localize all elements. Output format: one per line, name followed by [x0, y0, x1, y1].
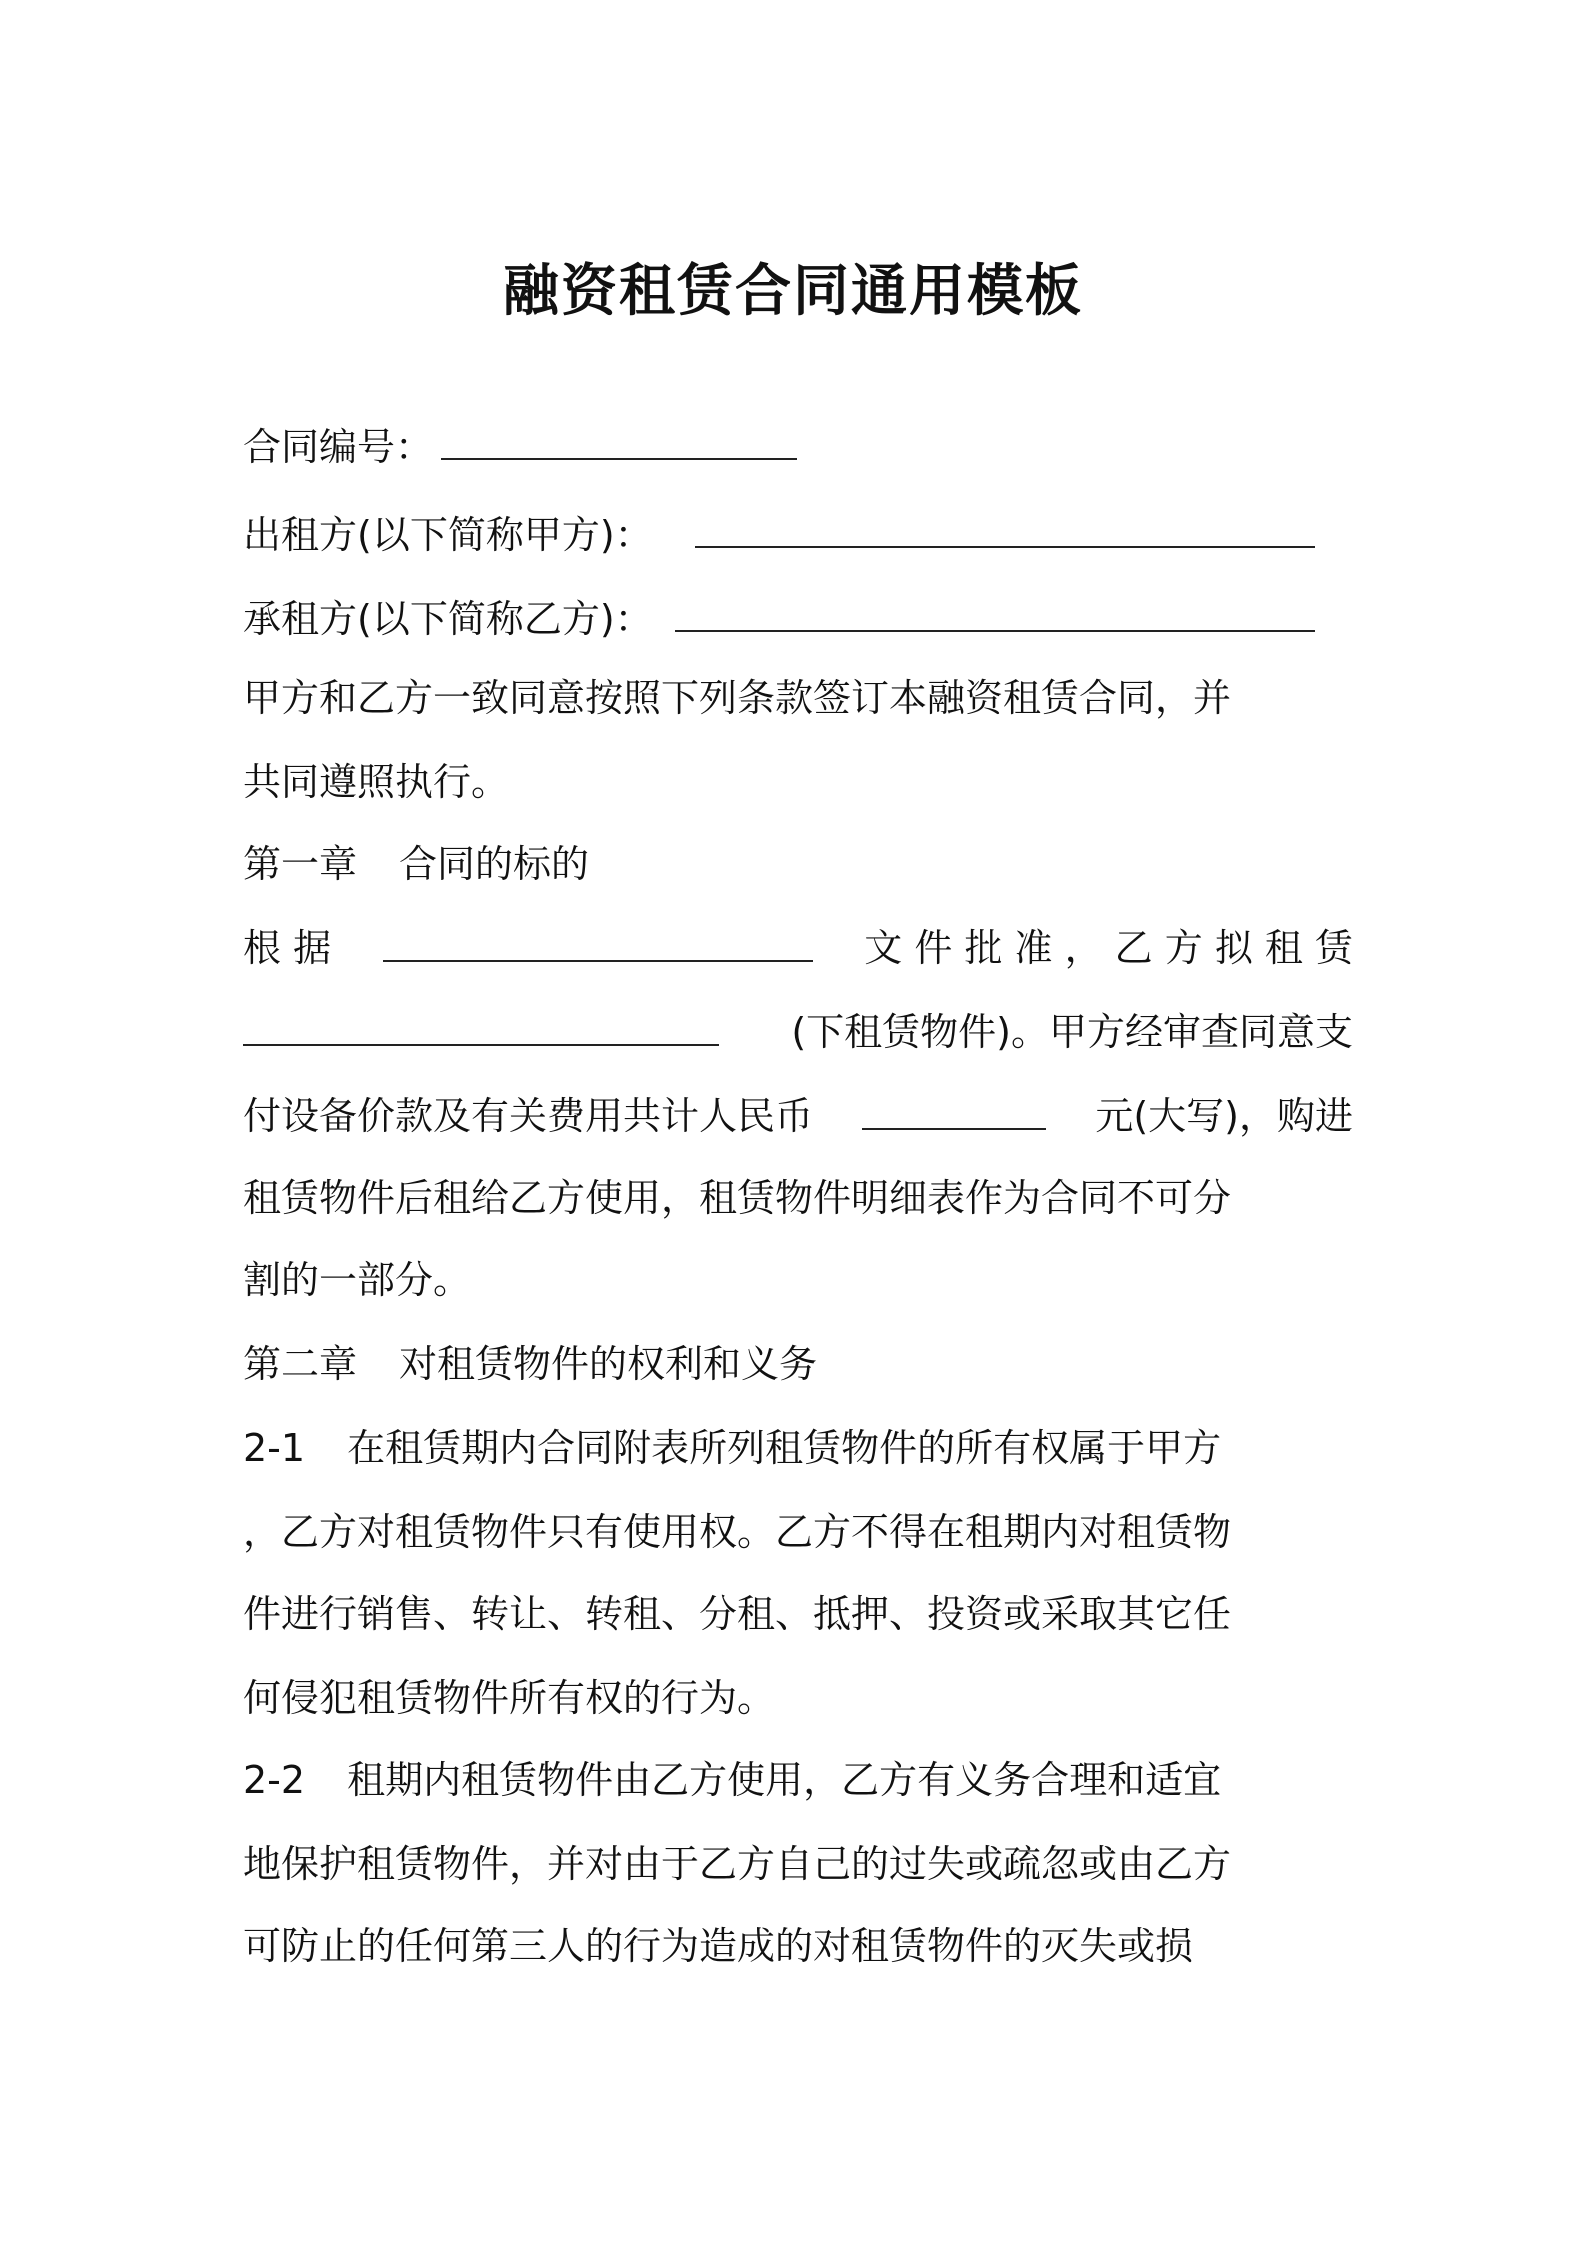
ch1-line-1 [243, 920, 1353, 976]
amount-blank[interactable] [862, 1088, 1046, 1130]
lessor-label: 出租方(以下简称甲方)： [243, 513, 653, 557]
ch1-text-3a: 付设备价款及有关费用共计人民币 [243, 1094, 814, 1138]
leased-item-blank[interactable] [243, 1004, 719, 1046]
ch1-line-4 [243, 1170, 1353, 1226]
clause-2-1-text-1: 在租赁期内合同附表所列租赁物件的所有权属于甲方 [347, 1426, 1222, 1470]
chapter-2-heading [243, 1336, 1353, 1392]
lessee-blank[interactable] [675, 590, 1315, 632]
clause-2-2-line-2 [243, 1836, 1353, 1892]
intro-line-2 [243, 754, 1353, 810]
ch1-text-1b: 文 件 批 准 ， 乙 方 拟 租 赁 [864, 926, 1353, 970]
intro-text-1: 甲方和乙方一致同意按照下列条款签订本融资租赁合同，并 [243, 676, 1232, 720]
chapter-2-number: 第二章 [243, 1342, 358, 1386]
intro-line-1 [243, 670, 1353, 726]
lessee-label: 承租方(以下简称乙方)： [243, 597, 653, 641]
intro-text-2: 共同遵照执行。 [243, 760, 510, 804]
clause-2-1-line-4 [243, 1670, 1353, 1726]
document-title: 融资租赁合同通用模板 [503, 259, 1083, 324]
clause-2-1-text-2: ，乙方对租赁物件只有使用权。乙方不得在租期内对租赁物 [243, 1510, 1232, 1554]
ch1-text-2b: (下租赁物件)。甲方经审查同意支 [791, 1010, 1353, 1054]
ch1-line-3 [243, 1088, 1353, 1144]
ch1-line-5 [243, 1252, 1353, 1308]
chapter-1-heading [243, 836, 1353, 892]
ch1-line-2 [243, 1004, 1353, 1060]
contract-number-blank[interactable] [441, 418, 797, 460]
lessor-blank[interactable] [695, 506, 1315, 548]
clause-2-1-line-2 [243, 1504, 1353, 1560]
ch1-text-3b: 元(大写)，购进 [1095, 1094, 1353, 1138]
ch1-text-5: 割的一部分。 [243, 1258, 472, 1302]
lessor-line [243, 506, 1353, 562]
clause-2-1-line-3 [243, 1586, 1353, 1642]
clause-2-1-line-1 [243, 1420, 1353, 1476]
chapter-2-title: 对租赁物件的权利和义务 [399, 1342, 818, 1386]
contract-number-line [243, 418, 1353, 474]
chapter-1-title: 合同的标的 [399, 842, 590, 886]
clause-2-1-text-3: 件进行销售、转让、转租、分租、抵押、投资或采取其它任 [243, 1592, 1232, 1636]
chapter-1-number: 第一章 [243, 842, 358, 886]
clause-2-2-text-2: 地保护租赁物件，并对由于乙方自己的过失或疏忽或由乙方 [243, 1842, 1232, 1886]
clause-2-2-text-1: 租期内租赁物件由乙方使用，乙方有义务合理和适宜 [347, 1758, 1222, 1802]
document-blank[interactable] [383, 920, 813, 962]
clause-2-2-line-1 [243, 1752, 1353, 1808]
ch1-text-1a: 根 据 [243, 926, 332, 970]
clause-2-2-text-3: 可防止的任何第三人的行为造成的对租赁物件的灭失或损 [243, 1924, 1194, 1968]
clause-2-2-number: 2-2 [243, 1758, 306, 1802]
clause-2-2-line-3 [243, 1918, 1353, 1974]
lessee-line [243, 590, 1353, 646]
contract-number-label: 合同编号： [243, 425, 434, 469]
clause-2-1-text-4: 何侵犯租赁物件所有权的行为。 [243, 1676, 776, 1720]
ch1-text-4: 租赁物件后租给乙方使用，租赁物件明细表作为合同不可分 [243, 1176, 1232, 1220]
clause-2-1-number: 2-1 [243, 1426, 306, 1470]
